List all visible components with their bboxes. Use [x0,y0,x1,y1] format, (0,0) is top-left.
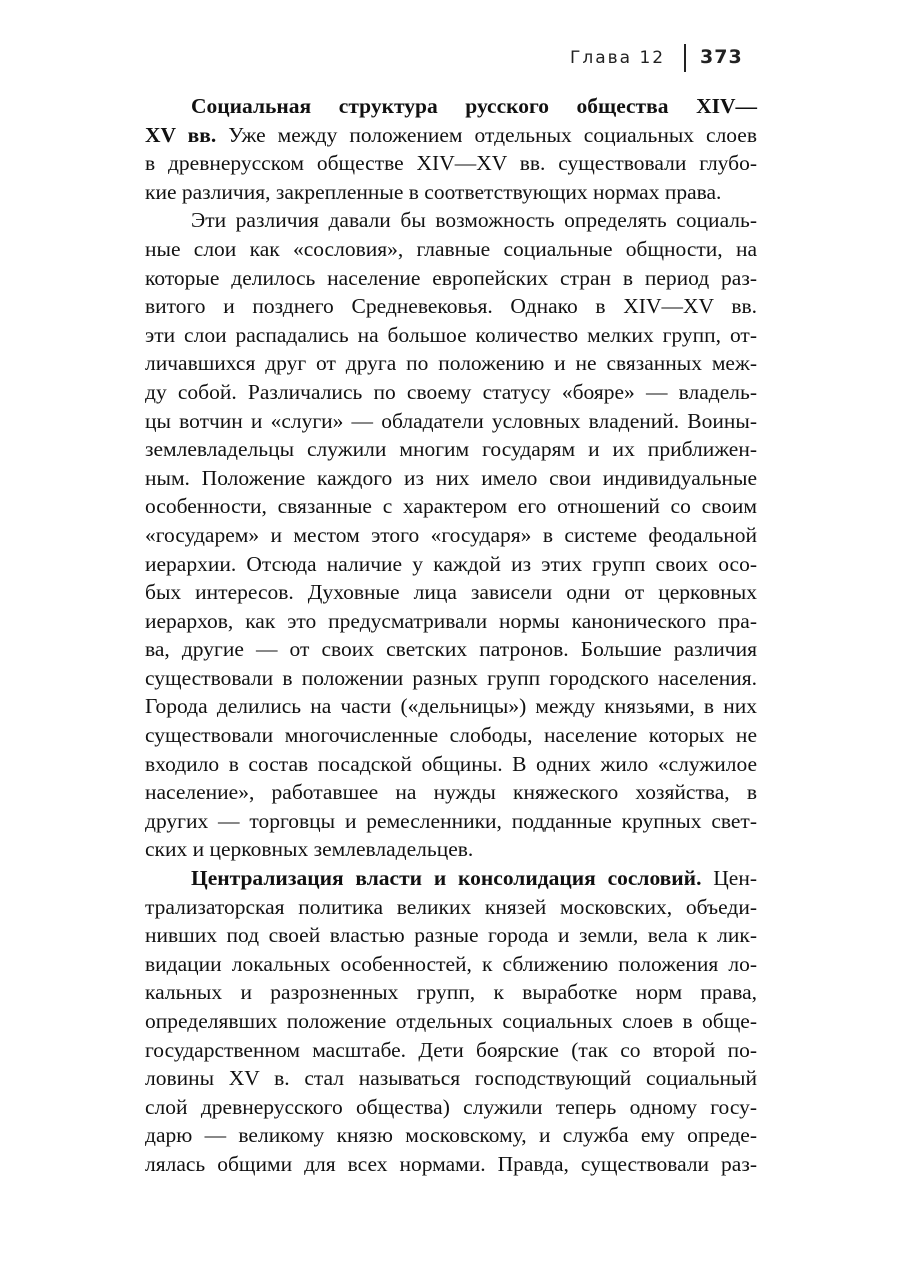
text-line [145,778,757,807]
text-line [145,521,757,550]
text-line [145,864,757,893]
text-line [145,835,757,864]
text-run: Эти различия давали бы возможность определять социаль- [191,208,757,233]
section-heading: Централизация власти и консолидация сословий. [191,866,702,891]
text-line [145,1093,757,1122]
text-run: трализаторская политика великих князей московских, объеди- [145,894,757,919]
text-line [145,1064,757,1093]
text-line [145,950,757,979]
text-run: нивших под своей властью разные города и земли, вела к лик- [145,923,757,948]
text-line [145,978,757,1007]
text-run: существовали многочисленные слободы, население которых не [145,723,757,748]
text-run: видации локальных особенностей, к сближению положения ло- [145,951,757,976]
text-line [145,550,757,579]
text-line [145,921,757,950]
text-run: лялась общими для всех нормами. Правда, существовали раз- [145,1151,757,1176]
text-run: дарю — великому князю московскому, и служба ему опреде- [145,1123,757,1148]
text-run: Уже между положением отдельных социальных слоев [216,122,758,147]
text-run: ва, другие — от своих светских патронов. Большие различия [145,637,757,662]
text-run: кальных и разрозненных групп, к выработке норм права, [145,980,757,1005]
text-run: определявших положение отдельных социальных слоев в обще- [145,1009,757,1033]
text-run: бых интересов. Духовные лица зависели одни от церковных [145,580,757,605]
text-line [145,893,757,922]
text-line [145,235,757,264]
text-line [145,1121,757,1150]
text-run: в древнерусском обществе XIV—XV вв. существовали глубо- [145,151,757,176]
text-run: особенности, связанные с характером его отношений со своим [145,494,757,519]
text-run: население», работавшее на нужды княжеского хозяйства, в [145,780,757,805]
text-line [145,607,757,636]
text-line [145,206,757,235]
text-line [145,292,757,321]
text-run: государственном масштабе. Дети боярские (так со второй по- [145,1037,757,1062]
text-line [145,435,757,464]
text-run: Города делились на части («дельницы») между князьями, в них [145,694,757,719]
header-divider [684,44,686,72]
text-line [145,692,757,721]
text-run: существовали в положении разных групп городского населения. [145,665,757,690]
text-line [145,492,757,521]
text-line [145,464,757,493]
text-line [145,321,757,350]
text-run: которые делилось население европейских стран в период раз- [145,265,757,290]
text-run: ные слои как «сословия», главные социальные общности, на [145,236,757,261]
text-line [145,750,757,779]
text-run: цы вотчин и «слуги» — обладатели условных владений. Воины- [145,408,757,433]
text-line [145,721,757,750]
text-run: землевладельцы служили многим государям и их приближен- [145,437,757,462]
running-header [560,44,760,74]
chapter-label: Глава 12 [570,48,666,68]
text-line [145,1036,757,1065]
text-run: кие различия, закрепленные в соответствующих нормах права. [145,179,722,204]
text-line [145,407,757,436]
text-line [145,178,757,207]
text-line [145,1150,757,1179]
text-line [145,1007,757,1036]
text-run: входило в состав посадской общины. В одних жило «служилое [145,751,757,776]
text-line [145,807,757,836]
text-run: других — торговцы и ремесленники, подданные крупных свет- [145,808,757,833]
text-run: ских и церковных землевладельцев. [145,837,474,862]
text-line [145,664,757,693]
text-run: иерархов, как это предусматривали нормы канонического пра- [145,608,757,633]
text-run: витого и позднего Средневековья. Однако в XIV—XV вв. [145,294,757,319]
text-run: слой древнерусского общества) служили теперь одному госу- [145,1094,757,1119]
text-line [145,349,757,378]
text-run: ду собой. Различались по своему статусу «бояре» — владель- [145,379,757,404]
text-line [145,92,757,121]
text-run: ным. Положение каждого из них имело свои индивидуальные [145,465,757,490]
page-number: 373 [700,46,743,68]
text-run: иерархии. Отсюда наличие у каждой из этих групп своих осо- [145,551,757,576]
text-line [145,578,757,607]
section-heading: Социальная структура русского общества XIV— [191,94,757,118]
text-run: эти слои распадались на большое количество мелких групп, от- [145,322,757,347]
text-line [145,378,757,407]
text-run: «государем» и местом этого «государя» в системе феодальной [145,522,757,547]
text-line [145,121,757,150]
section-heading: XV вв. [145,122,217,147]
text-line [145,635,757,664]
text-line [145,149,757,178]
text-run: ловины XV в. стал называться господствующий социальный [145,1066,757,1091]
body-text [145,92,757,1179]
text-run: личавшихся друг от друга по положению и не связанных меж- [145,351,757,376]
text-run: Цен- [701,866,757,891]
text-line [145,264,757,293]
